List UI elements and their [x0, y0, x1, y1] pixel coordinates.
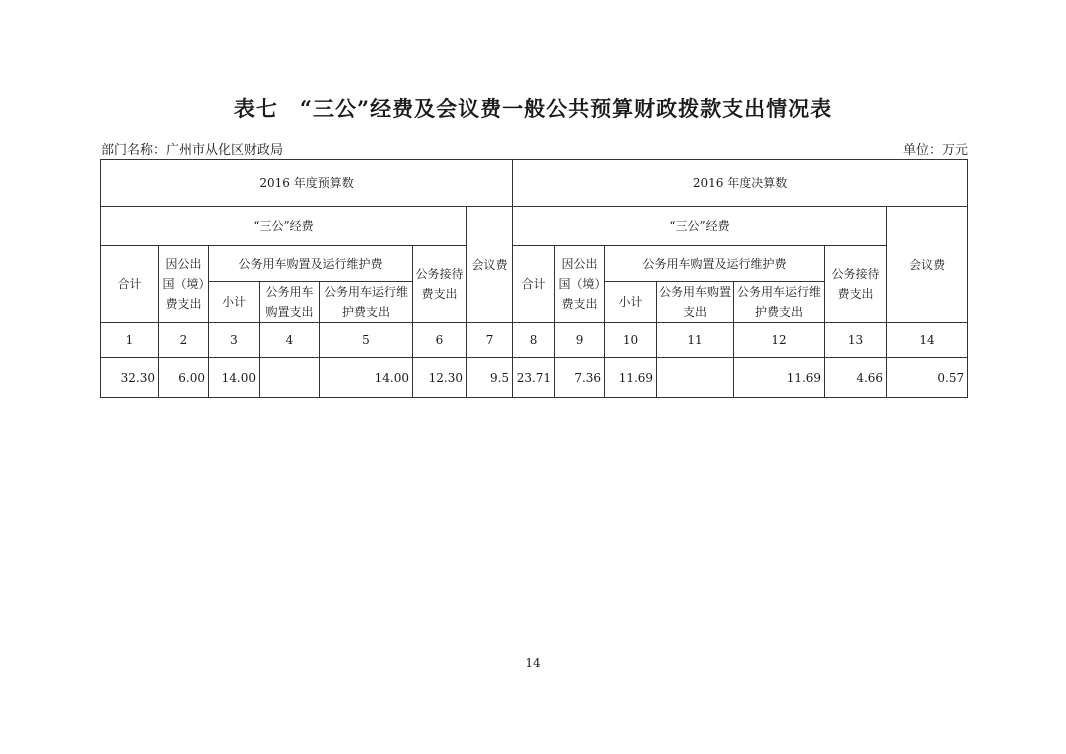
column-number: 1: [101, 323, 159, 358]
final-header: 2016 年度决算数: [513, 160, 968, 207]
vehicle-budget-header: 公务用车购置及运行维护费: [209, 246, 413, 282]
column-number: 6: [413, 323, 467, 358]
column-number: 7: [467, 323, 513, 358]
meeting-fee-final-header: 会议费: [887, 207, 968, 323]
header-row-categories: [101, 246, 968, 282]
value-cell: 23.71: [513, 358, 555, 398]
column-number: 3: [209, 323, 260, 358]
value-cell: 7.36: [555, 358, 605, 398]
column-number: 14: [887, 323, 968, 358]
reception-budget-header: 公务接待费支出: [413, 246, 467, 323]
column-number: 2: [159, 323, 209, 358]
maintenance-budget-header: 公务用车运行维护费支出: [320, 282, 413, 323]
column-number: 8: [513, 323, 555, 358]
value-cell: 11.69: [734, 358, 825, 398]
purchase-budget-header: 公务用车购置支出: [260, 282, 320, 323]
value-cell: 0.57: [887, 358, 968, 398]
column-number: 10: [605, 323, 657, 358]
reception-final-header: 公务接待费支出: [825, 246, 887, 323]
sangong-final-header: “三公”经费: [513, 207, 887, 246]
abroad-final-header: 因公出国（境）费支出: [555, 246, 605, 323]
value-cell: 11.69: [605, 358, 657, 398]
data-row: [101, 358, 968, 398]
sangong-budget-header: “三公”经费: [101, 207, 467, 246]
purchase-final-header: 公务用车购置支出: [657, 282, 734, 323]
total-final-header: 合计: [513, 246, 555, 323]
maintenance-final-header: 公务用车运行维护费支出: [734, 282, 825, 323]
abroad-budget-header: 因公出国（境）费支出: [159, 246, 209, 323]
budget-header: 2016 年度预算数: [101, 160, 513, 207]
subtotal-budget-header: 小计: [209, 282, 260, 323]
value-cell: 4.66: [825, 358, 887, 398]
subtotal-final-header: 小计: [605, 282, 657, 323]
meeting-fee-budget-header: 会议费: [467, 207, 513, 323]
header-row-year: [101, 160, 968, 207]
page-title: 表七 “三公”经费及会议费一般公共预算财政拨款支出情况表: [233, 96, 833, 121]
column-number: 11: [657, 323, 734, 358]
page-number: 14: [525, 656, 541, 670]
value-cell: 9.5: [467, 358, 513, 398]
unit-label: 单位：万元: [902, 143, 968, 158]
total-budget-header: 合计: [101, 246, 159, 323]
column-number: 13: [825, 323, 887, 358]
column-number: 12: [734, 323, 825, 358]
value-cell: 6.00: [159, 358, 209, 398]
department-name: 部门名称：广州市从化区财政局: [101, 143, 284, 158]
value-cell: 12.30: [413, 358, 467, 398]
vehicle-final-header: 公务用车购置及运行维护费: [605, 246, 825, 282]
column-number-row: [101, 323, 968, 358]
column-number: 4: [260, 323, 320, 358]
value-cell: [657, 358, 734, 398]
value-cell: 32.30: [101, 358, 159, 398]
column-number: 9: [555, 323, 605, 358]
value-cell: 14.00: [209, 358, 260, 398]
expenditure-table: [100, 159, 968, 398]
value-cell: 14.00: [320, 358, 413, 398]
header-row-sangong: [101, 207, 968, 246]
value-cell: [260, 358, 320, 398]
column-number: 5: [320, 323, 413, 358]
